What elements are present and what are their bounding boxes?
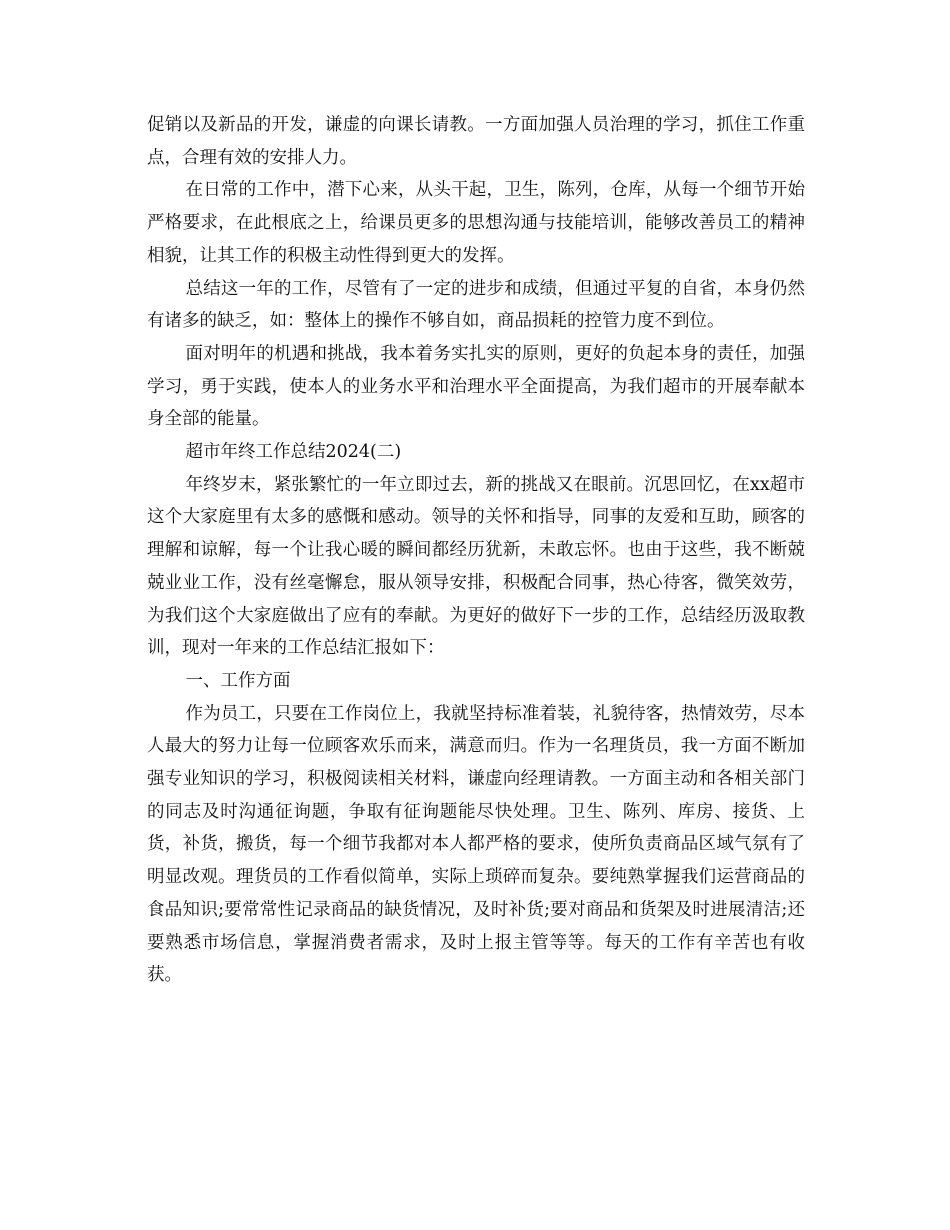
paragraph-continuation: 促销以及新品的开发，谦虚的向课长请教。一方面加强人员治理的学习，抓住工作重点，合理有效的安排人力。 <box>147 115 805 168</box>
paragraph-year-summary: 总结这一年的工作，尽管有了一定的进步和成绩，但通过平复的自省，本身仍然有诸多的缺乏，如：整体上的操作不够自如，商品损耗的控管力度不到位。 <box>147 278 805 332</box>
section-title-part-two: 超市年终工作总结2024(二) <box>185 442 402 463</box>
paragraph-next-year: 面对明年的机遇和挑战，我本着务实扎实的原则，更好的负起本身的责任，加强学习，勇于实践，使本人的业务水平和治理水平全面提高，为我们超市的开展奉献本身全部的能量。 <box>147 343 805 430</box>
paragraph-work-details: 作为员工，只要在工作岗位上，我就坚持标准着装，礼貌待客，热情效劳，尽本人最大的努力让每一位顾客欢乐而来，满意而归。作为一名理货员，我一方面不断加强专业知识的学习，积极阅读相关材料，谦虚向经理请教。一方面主动和各相关部门的同志及时沟通征询题，争取有征询题能尽快处理。卫生、陈列、库房、接货、上货，补货，搬货，每一个细节我都对本人都严格的要求，使所负责商品区域气氛有了明显改观。理货员的工作看似简单，实际上琐碎而复杂。要纯熟掌握我们运营商品的食品知识;要常常性记录商品的缺货情况，及时补货;要对商品和货架及时进展清洁;还要熟悉市场信息，掌握消费者需求，及时上报主管等等。每天的工作有辛苦也有收获。 <box>147 703 805 986</box>
paragraph-year-end-intro: 年终岁末，紧张繁忙的一年立即过去，新的挑战又在眼前。沉思回忆，在xx超市这个大家庭里有太多的感慨和感动。领导的关怀和指导，同事的友爱和互助，顾客的理解和谅解，每一个让我心暖的瞬间都经历犹新，未敢忘怀。也由于这些，我不断兢兢业业工作，没有丝毫懈怠，服从领导安排，积极配合同事，热心待客，微笑效劳，为我们这个大家庭做出了应有的奉献。为更好的做好下一步的工作，总结经历汲取教训，现对一年来的工作总结汇报如下： <box>147 474 805 659</box>
paragraph-daily-work: 在日常的工作中，潜下心来，从头干起，卫生，陈列，仓库，从每一个细节开始严格要求，在此根底之上，给课员更多的思想沟通与技能培训，能够改善员工的精神相貌，让其工作的积极主动性得到更大的发挥。 <box>147 180 805 266</box>
section-heading-work: 一、工作方面 <box>185 670 291 691</box>
document-body <box>147 109 805 992</box>
